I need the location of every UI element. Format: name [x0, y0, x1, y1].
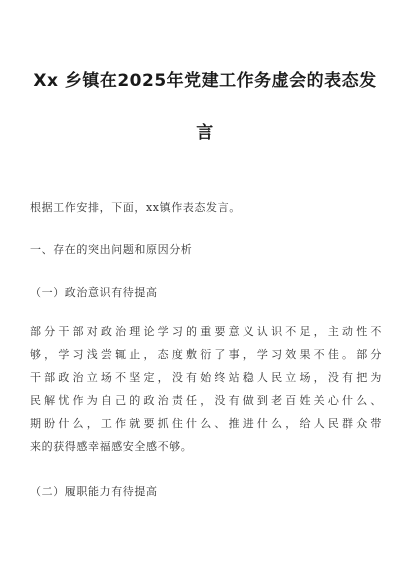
paragraph-line: 期盼什么，工作就要抓住什么、推进什么，给人民群众带: [30, 417, 382, 430]
intro-paragraph: 根据工作安排，下面，xx镇作表态发言。: [30, 201, 241, 214]
paragraph-line: 干部政治立场不坚定，没有始终站稳人民立场，没有把为: [30, 371, 382, 384]
subsection-heading-performance-capacity: （二）履职能力有待提高: [30, 485, 158, 498]
document-title-line-1: Xx 乡镇在2025年党建工作务虚会的表态发: [33, 71, 377, 91]
political-awareness-paragraph: [30, 320, 382, 458]
section-heading-problems: 一、存在的突出问题和原因分析: [30, 243, 193, 256]
subsection-heading-political-awareness: （一）政治意识有待提高: [30, 286, 158, 299]
paragraph-line: 部分干部对政治理论学习的重要意义认识不足，主动性不: [30, 325, 382, 338]
paragraph-line: 够，学习浅尝辄止，态度敷衍了事，学习效果不佳。部分: [30, 348, 382, 361]
document-title-line-2: 言: [196, 123, 214, 143]
paragraph-line: 来的获得感幸福感安全感不够。: [30, 440, 193, 453]
paragraph-line: 民解忧作为自己的政治责任，没有做到老百姓关心什么、: [30, 394, 382, 407]
